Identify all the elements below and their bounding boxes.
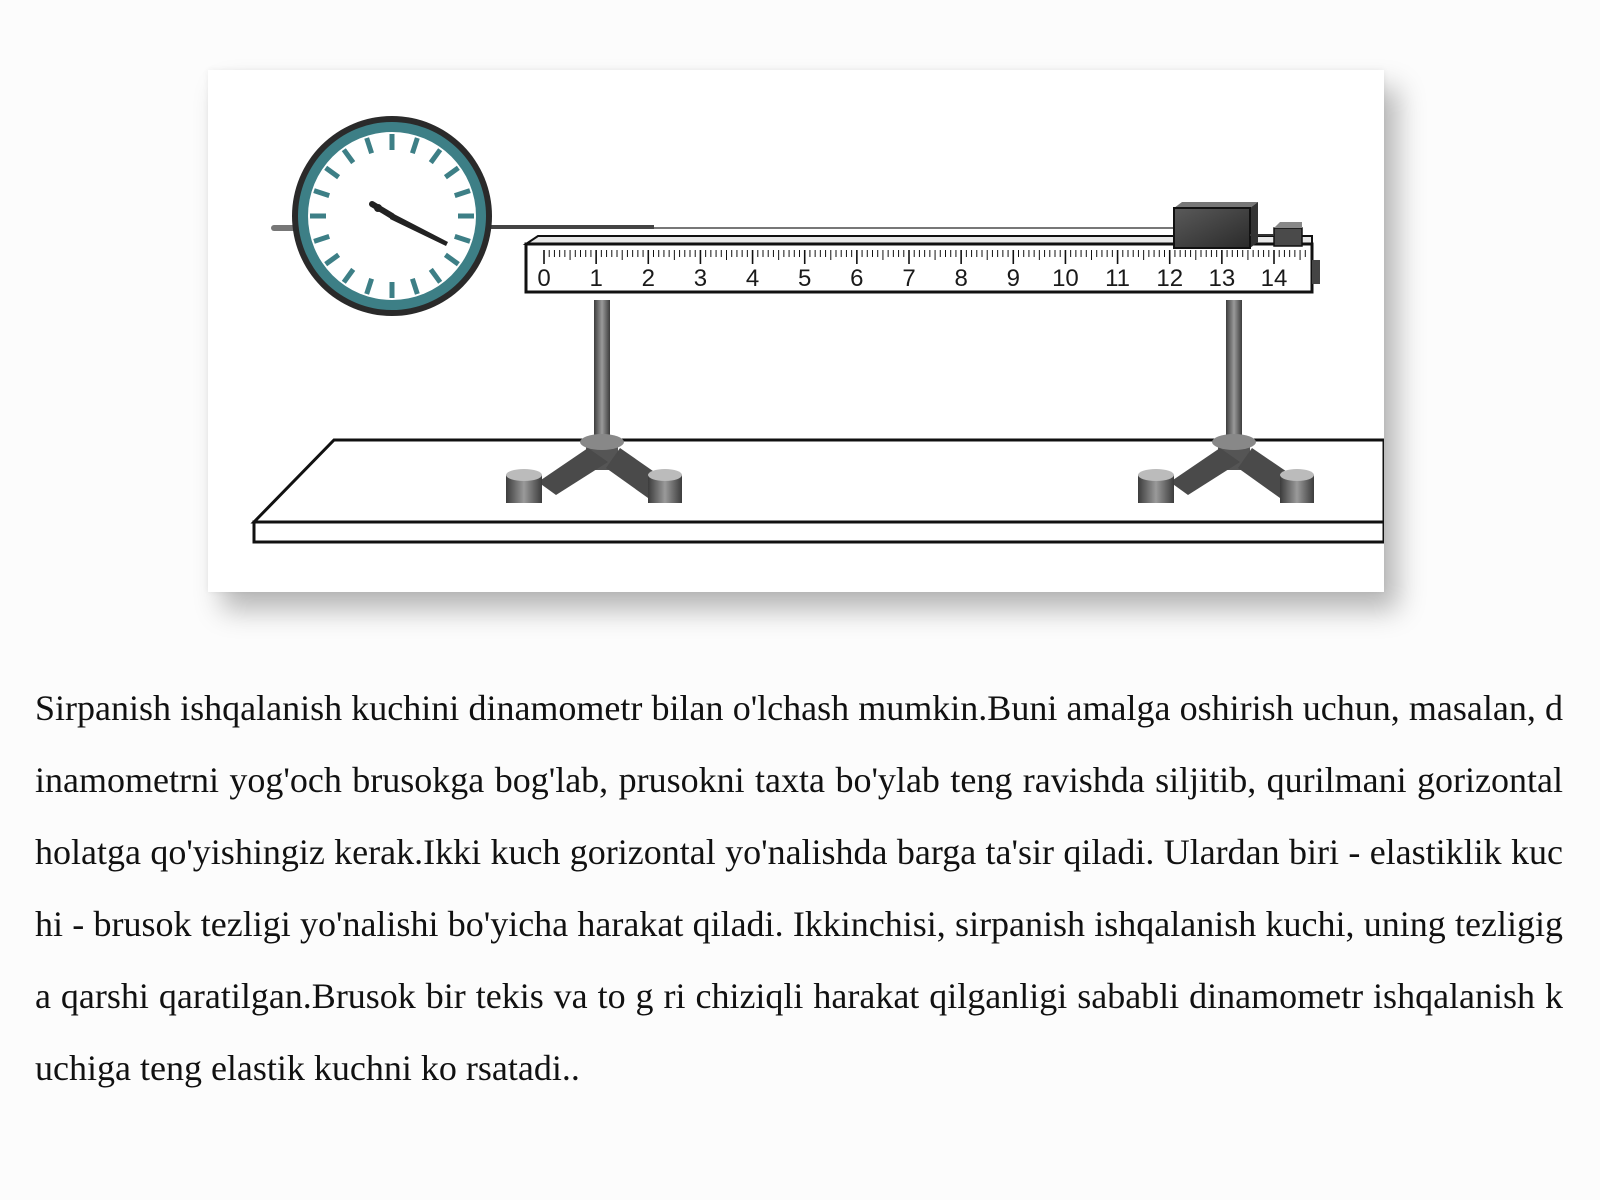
ruler-number: 10 xyxy=(1052,265,1079,292)
body-paragraph: Sirpanish ishqalanish kuchini dinamometr bilan o'lchash mumkin.Buni amalga oshirish uchun, masalan, dinamometrni yog'och brusokga bog'lab, prusokni taxta bo'ylab teng ravishda siljitib, qurilmani gorizontal holatga qo'yishingiz kerak.Ikki kuch gorizontal yo'nalishda barga ta'sir qiladi. Ulardan biri - elastiklik kuchi - brusok tezligi yo'nalishi bo'yicha harakat qiladi. Ikkinchisi, sirpanish ishqalanish kuchi, uning tezligiga qarshi qaratilgan.Brusok bir tekis va to g ri chiziqli harakat qilganligi sababli dinamometr ishqalanish kuchiga teng elastik kuchni ko rsatadi.. xyxy=(35,688,1563,1088)
ruler-number: 9 xyxy=(1006,265,1020,292)
ruler-number: 14 xyxy=(1260,265,1288,292)
ruler-number: 5 xyxy=(798,265,812,292)
ruler-number: 12 xyxy=(1156,265,1184,292)
ruler-number: 2 xyxy=(641,265,655,292)
ruler-number: 7 xyxy=(902,265,916,292)
dynamometer-figure xyxy=(208,70,1384,592)
ruler-number: 11 xyxy=(1105,265,1131,292)
ruler-number: 8 xyxy=(954,265,968,292)
dynamometer-dial xyxy=(274,116,492,316)
ruler-number: 3 xyxy=(693,265,708,292)
ruler-number: 6 xyxy=(850,265,864,292)
ruler-labels xyxy=(537,265,1287,292)
ruler-number: 1 xyxy=(589,265,603,292)
ruler-number: 4 xyxy=(745,265,760,292)
wooden-block xyxy=(1174,202,1302,248)
ruler-number: 0 xyxy=(537,265,551,292)
ruler-number: 13 xyxy=(1208,265,1236,292)
